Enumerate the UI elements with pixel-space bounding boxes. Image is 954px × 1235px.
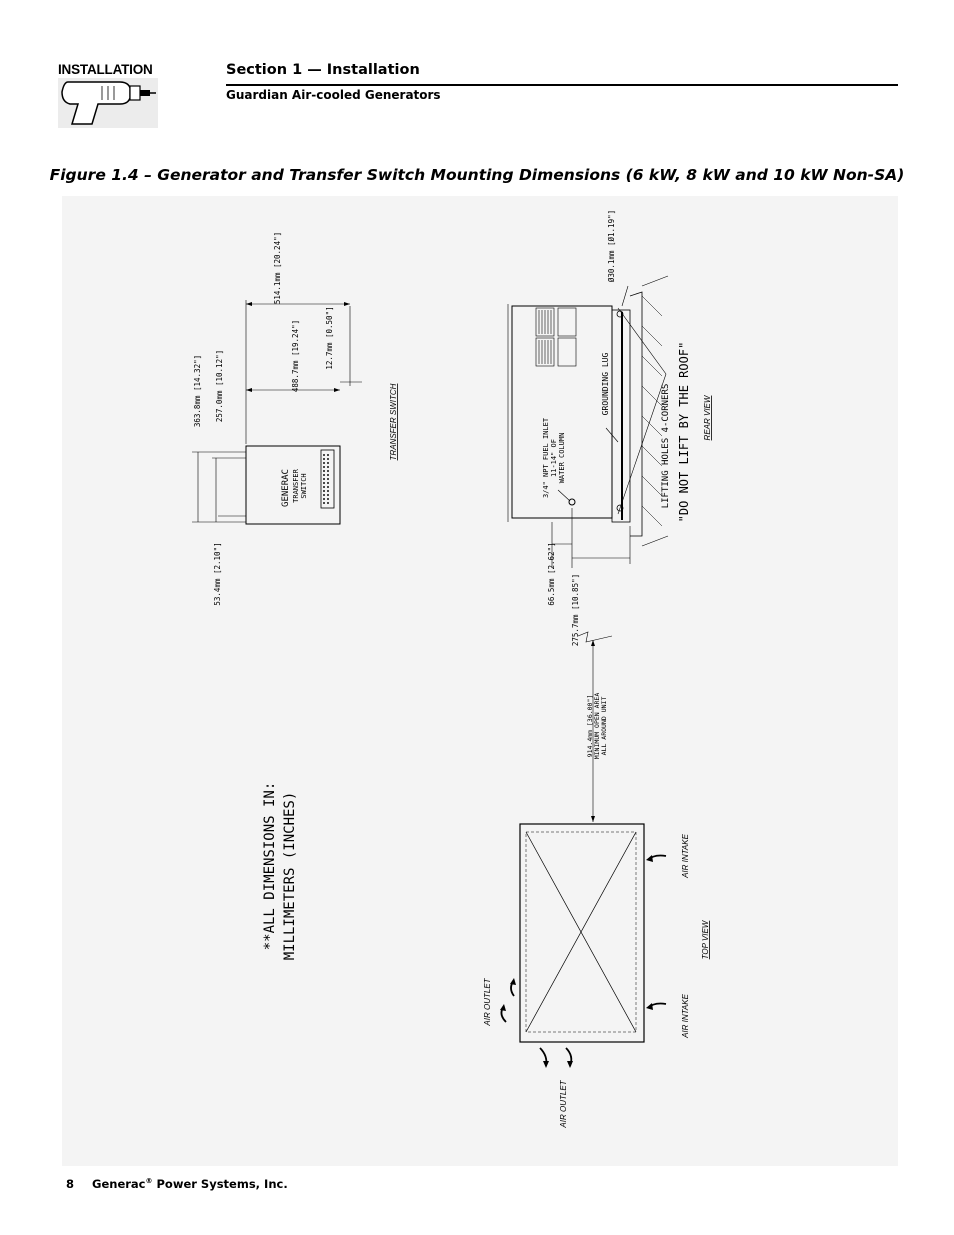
transfer-switch-label: TRANSFER SWITCH	[389, 383, 398, 461]
dim-hole: Ø30.1mm [Ø1.19"]	[607, 209, 616, 283]
dim-height-inner: 257.0mm [10.12"]	[215, 349, 224, 423]
page-number: 8	[66, 1177, 75, 1191]
fuel-inlet-line1: 3/4" NPT FUEL INLET	[542, 417, 550, 499]
clearance-line1: 914.4mm [36.00"]	[586, 694, 594, 758]
top-view-label: TOP VIEW	[701, 920, 710, 960]
dim-width-total: 514.1mm [20.24"]	[273, 231, 282, 305]
dim-depth: 275.7mm [10.85"]	[571, 573, 580, 647]
clearance-dimension	[578, 632, 612, 822]
drill-icon	[58, 78, 158, 128]
fuel-inlet-line3: WATER COLUMN	[558, 432, 566, 484]
dim-bottom: 53.4mm [2.10"]	[213, 542, 222, 606]
clearance-line2: MINIMUM OPEN AREA	[593, 692, 601, 760]
footer-company-suffix: Power Systems, Inc.	[152, 1177, 288, 1191]
air-outlet-label-1: AIR OUTLET	[483, 978, 492, 1026]
grounding-lug-label: GROUNDING LUG	[601, 352, 610, 416]
footer-company: Generac	[92, 1177, 146, 1191]
do-not-lift-label: "DO NOT LIFT BY THE ROOF"	[677, 341, 691, 523]
mounting-dimensions-drawing	[62, 196, 898, 1166]
installation-logo	[58, 62, 158, 128]
transfer-switch-view	[192, 232, 398, 606]
units-note-line2: MILLIMETERS (INCHES)	[282, 791, 298, 961]
dim-fuel: 66.5mm [2.62"]	[547, 542, 556, 606]
dim-width-inner: 488.7mm [19.24"]	[291, 319, 300, 393]
rear-view	[508, 210, 712, 646]
section-subtitle: Guardian Air-cooled Generators	[226, 88, 441, 102]
fuel-inlet-line2: 11-14" OF	[550, 439, 558, 477]
dim-height-total: 363.8mm [14.32"]	[193, 354, 202, 428]
header-rule	[226, 84, 898, 86]
figure-drawing	[62, 196, 898, 1166]
logo-label: INSTALLATION	[58, 62, 153, 77]
air-intake-label-2: AIR INTAKE	[681, 994, 690, 1038]
dim-offset: 12.7mm [0.50"]	[325, 306, 334, 370]
air-outlet-label-2: AIR OUTLET	[559, 1080, 568, 1128]
transfer-switch-line2: SWITCH	[300, 473, 308, 499]
rear-louvers	[536, 308, 576, 366]
transfer-switch-line1: TRANSFER	[292, 469, 300, 503]
clearance-line3: ALL AROUND UNIT	[600, 696, 608, 756]
figure-caption: Figure 1.4 – Generator and Transfer Switch Mounting Dimensions (6 kW, 8 kW and 10 kW Non-SA)	[49, 166, 905, 184]
section-title: Section 1 — Installation	[226, 62, 420, 78]
registered-mark-icon: ®	[145, 1177, 153, 1186]
units-note-line1: **ALL DIMENSIONS IN:	[262, 781, 278, 951]
page-footer	[66, 1177, 288, 1191]
top-view	[483, 824, 710, 1129]
ground-hatch	[642, 296, 662, 526]
lifting-holes-label: LIFTING HOLES 4-CORNERS	[661, 383, 671, 509]
air-intake-label-1: AIR INTAKE	[681, 834, 690, 878]
transfer-switch-brand: GENERAC	[281, 469, 291, 507]
rear-view-label: REAR VIEW	[703, 395, 712, 441]
